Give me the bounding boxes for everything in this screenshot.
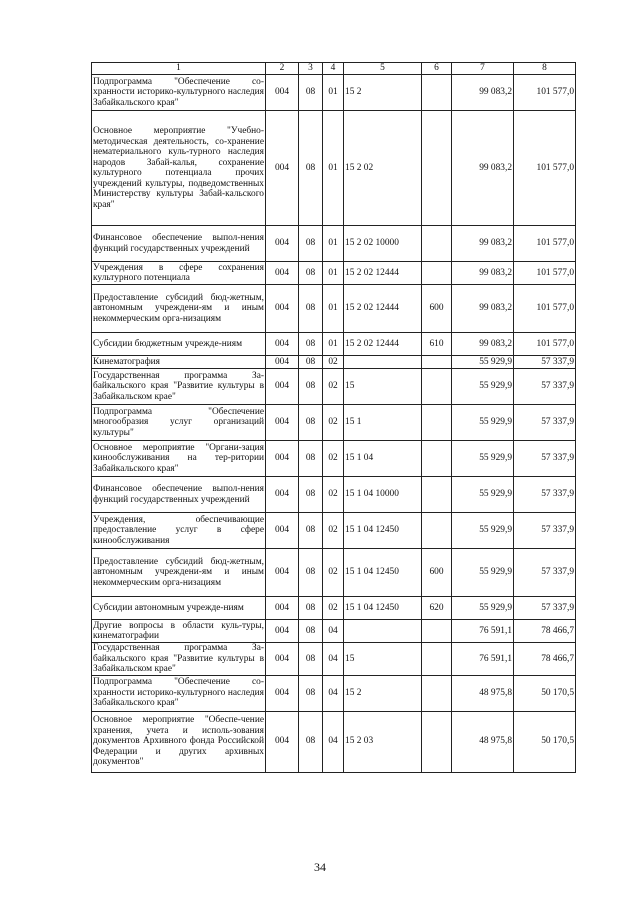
amount-year-2: 57 337,9 [514,513,576,549]
section-code: 08 [299,262,323,285]
expense-type-code [422,711,452,772]
line-item-name: Подпрограмма "Обеспечение со-хранности историко-культурного наследия Забайкальского края" [92,75,266,111]
amount-year-1: 55 929,9 [452,597,514,620]
amount-year-2: 57 337,9 [514,356,576,369]
section-code: 08 [299,356,323,369]
subsection-code: 01 [323,111,344,226]
amount-year-2: 101 577,0 [514,262,576,285]
target-article-code: 15 2 [344,675,422,711]
line-item-name: Кинематография [92,356,266,369]
line-item-name: Государственная программа За-байкальского края "Развитие культуры в Забайкальском крае" [92,369,266,405]
ministry-code: 004 [266,643,299,676]
amount-year-2: 57 337,9 [514,369,576,405]
expense-type-code [422,441,452,477]
target-article-code: 15 2 02 [344,111,422,226]
expense-type-code [422,620,452,643]
amount-year-1: 55 929,9 [452,513,514,549]
ministry-code: 004 [266,597,299,620]
ministry-code: 004 [266,549,299,597]
target-article-code: 15 1 04 12450 [344,513,422,549]
line-item-name: Учреждения, обеспечивающие предоставление услуг в сфере кинообслуживания [92,513,266,549]
line-item-name: Основное мероприятие "Учебно-методическая деятельность, со-хранение нематериального куль-турного наследия народов Забай-калья, сохранение культурного потенциала прочих учреждений культуры, подведомственных Министерству культуры Забай-кальского края" [92,111,266,226]
amount-year-1: 55 929,9 [452,369,514,405]
expense-type-code [422,111,452,226]
amount-year-2: 101 577,0 [514,75,576,111]
header-row [92,63,576,75]
section-code: 08 [299,643,323,676]
expense-type-code [422,262,452,285]
section-code: 08 [299,226,323,262]
table-row [92,75,576,111]
page-number: 34 [314,860,326,874]
subsection-code: 02 [323,513,344,549]
section-code: 08 [299,711,323,772]
table-row [92,711,576,772]
subsection-code: 01 [323,262,344,285]
amount-year-1: 99 083,2 [452,285,514,333]
amount-year-2: 101 577,0 [514,226,576,262]
header-cell: 1 [92,63,266,75]
amount-year-1: 48 975,8 [452,711,514,772]
amount-year-1: 48 975,8 [452,675,514,711]
table-row [92,643,576,676]
line-item-name: Субсидии автономным учрежде-ниям [92,597,266,620]
section-code: 08 [299,405,323,441]
section-code: 08 [299,333,323,356]
expense-type-code: 610 [422,333,452,356]
line-item-name: Государственная программа За-байкальского края "Развитие культуры в Забайкальском крае" [93,643,264,674]
amount-year-1: 76 591,1 [452,620,514,643]
section-code: 08 [299,441,323,477]
header-cell: 2 [266,63,299,75]
subsection-code: 02 [323,597,344,620]
table-row [92,369,576,405]
target-article-code [344,620,422,643]
table-row [92,675,576,711]
table-row [92,405,576,441]
subsection-code: 01 [323,285,344,333]
ministry-code: 004 [266,262,299,285]
ministry-code: 004 [266,369,299,405]
amount-year-2: 57 337,9 [514,597,576,620]
table-row [92,441,576,477]
ministry-code: 004 [266,111,299,226]
line-item-name: Основное мероприятие "Обеспе-чение хранения, учета и исполь-зования документов Архивного фонда Российской Федерации и других архивных документов" [92,711,266,772]
section-code: 08 [299,597,323,620]
line-item-name: Финансовое обеспечение выпол-нения функций государственных учреждений [92,226,266,262]
line-item-name: Учреждения в сфере сохранения культурного потенциала [93,262,264,283]
subsection-code: 04 [323,620,344,643]
expense-type-code: 600 [422,549,452,597]
amount-year-1: 99 083,2 [452,75,514,111]
subsection-code: 04 [323,711,344,772]
header-cell: 6 [422,63,452,75]
target-article-code: 15 2 02 12444 [344,285,422,333]
amount-year-1: 99 083,2 [452,262,514,285]
ministry-code: 004 [266,441,299,477]
ministry-code: 004 [266,285,299,333]
expense-type-code [422,226,452,262]
amount-year-2: 57 337,9 [514,405,576,441]
subsection-code: 04 [323,643,344,676]
target-article-code: 15 2 02 12444 [344,262,422,285]
subsection-code: 02 [323,549,344,597]
line-item-name: Субсидии бюджетным учрежде-ниям [92,333,266,356]
header-cell: 7 [452,63,514,75]
amount-year-1: 55 929,9 [452,405,514,441]
amount-year-2: 78 466,7 [514,643,576,676]
amount-year-2: 50 170,5 [514,711,576,772]
table-row [92,513,576,549]
header-cell: 8 [514,63,576,75]
ministry-code: 004 [266,620,299,643]
amount-year-2: 57 337,9 [514,549,576,597]
table-row [92,111,576,226]
line-item-name: Другие вопросы в области куль-туры, кинематографии [93,620,264,641]
amount-year-1: 55 929,9 [452,549,514,597]
amount-year-2: 78 466,7 [514,620,576,643]
expense-type-code [422,513,452,549]
table-row [92,356,576,369]
subsection-code: 01 [323,75,344,111]
table-row [92,620,576,643]
target-article-code: 15 [344,643,422,676]
line-item-name: Предоставление субсидий бюд-жетным, автономным учреждени-ям и иным некоммерческим орга-низациям [92,549,266,597]
expense-type-code [422,477,452,513]
table-row [92,262,576,285]
subsection-code: 02 [323,405,344,441]
table-row [92,549,576,597]
table-row [92,333,576,356]
subsection-code: 01 [323,333,344,356]
amount-year-2: 101 577,0 [514,333,576,356]
section-code: 08 [299,675,323,711]
ministry-code: 004 [266,513,299,549]
expense-type-code: 620 [422,597,452,620]
line-item-name: Предоставление субсидий бюд-жетным, автономным учреждени-ям и иным некоммерческим орга-низациям [92,285,266,333]
amount-year-1: 99 083,2 [452,111,514,226]
table-row [92,597,576,620]
section-code: 08 [299,285,323,333]
amount-year-2: 57 337,9 [514,477,576,513]
header-cell: 4 [323,63,344,75]
subsection-code: 01 [323,226,344,262]
section-code: 08 [299,477,323,513]
target-article-code [344,356,422,369]
expense-type-code [422,75,452,111]
target-article-code: 15 1 04 10000 [344,477,422,513]
amount-year-2: 101 577,0 [514,111,576,226]
subsection-code: 02 [323,356,344,369]
expense-type-code [422,369,452,405]
amount-year-2: 50 170,5 [514,675,576,711]
amount-year-1: 99 083,2 [452,333,514,356]
ministry-code: 004 [266,75,299,111]
ministry-code: 004 [266,675,299,711]
expense-type-code [422,643,452,676]
target-article-code: 15 1 04 [344,441,422,477]
budget-table [91,62,576,773]
line-item-name: Финансовое обеспечение выпол-нения функций государственных учреждений [92,477,266,513]
target-article-code: 15 1 04 12450 [344,549,422,597]
amount-year-2: 101 577,0 [514,285,576,333]
amount-year-1: 55 929,9 [452,441,514,477]
expense-type-code [422,356,452,369]
target-article-code: 15 2 02 10000 [344,226,422,262]
ministry-code: 004 [266,333,299,356]
expense-type-code: 600 [422,285,452,333]
line-item-name: Подпрограмма "Обеспечение со-хранности историко-культурного наследия Забайкальского края" [92,675,266,711]
subsection-code: 02 [323,477,344,513]
header-cell: 3 [299,63,323,75]
section-code: 08 [299,549,323,597]
amount-year-1: 55 929,9 [452,477,514,513]
amount-year-1: 99 083,2 [452,226,514,262]
table-row [92,226,576,262]
section-code: 08 [299,75,323,111]
section-code: 08 [299,369,323,405]
ministry-code: 004 [266,356,299,369]
ministry-code: 004 [266,711,299,772]
table-row [92,477,576,513]
target-article-code: 15 2 02 12444 [344,333,422,356]
section-code: 08 [299,513,323,549]
expense-type-code [422,675,452,711]
target-article-code: 15 2 03 [344,711,422,772]
target-article-code: 15 2 [344,75,422,111]
target-article-code: 15 [344,369,422,405]
ministry-code: 004 [266,477,299,513]
ministry-code: 004 [266,405,299,441]
target-article-code: 15 1 [344,405,422,441]
line-item-name: Основное мероприятие "Органи-зация кинообслуживания на тер-ритории Забайкальского края" [92,441,266,477]
line-item-name: Подпрограмма "Обеспечение многообразия услуг организаций культуры" [92,405,266,441]
subsection-code: 04 [323,675,344,711]
section-code: 08 [299,620,323,643]
table-row [92,285,576,333]
amount-year-2: 57 337,9 [514,441,576,477]
expense-type-code [422,405,452,441]
amount-year-1: 76 591,1 [452,643,514,676]
target-article-code: 15 1 04 12450 [344,597,422,620]
subsection-code: 02 [323,369,344,405]
ministry-code: 004 [266,226,299,262]
section-code: 08 [299,111,323,226]
amount-year-1: 55 929,9 [452,356,514,369]
subsection-code: 02 [323,441,344,477]
header-cell: 5 [344,63,422,75]
